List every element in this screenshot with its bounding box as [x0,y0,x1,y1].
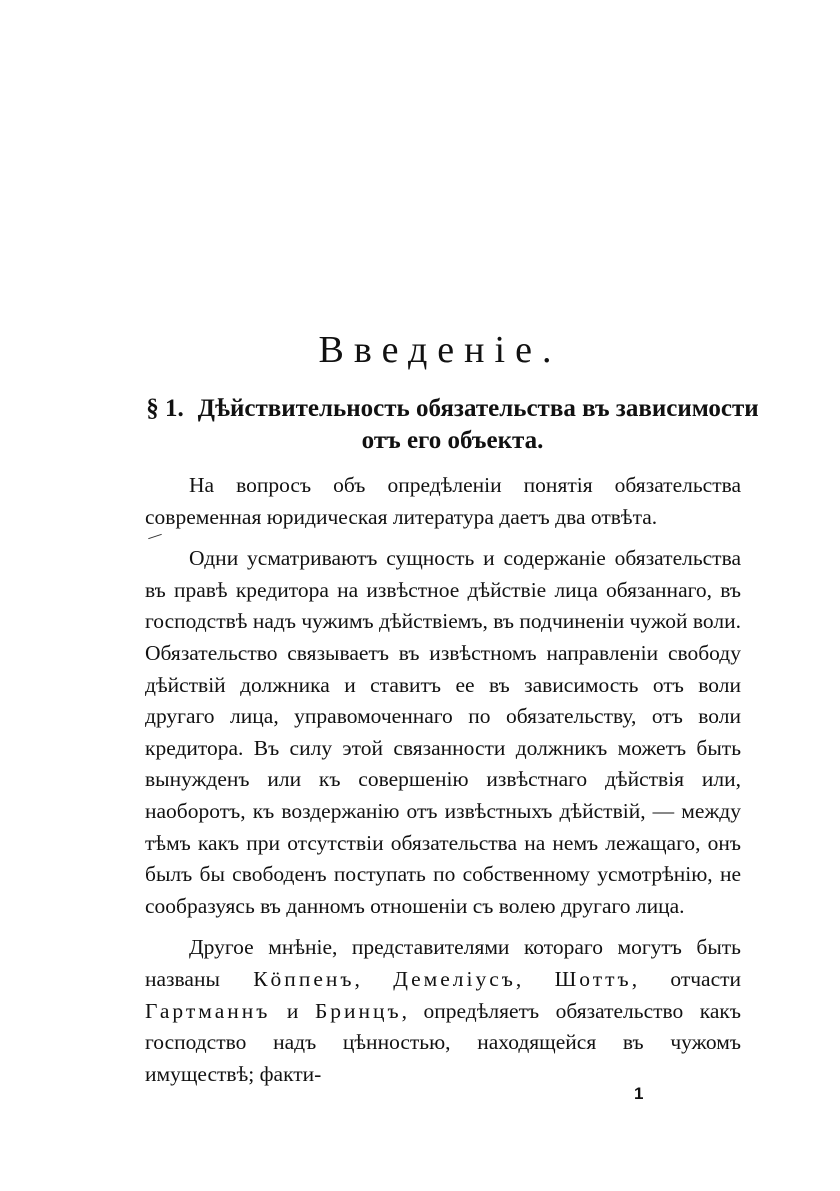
section-number: § 1. [146,395,184,422]
paragraph-3-rest: , опредѣляетъ обязательство какъ господство надъ цѣнностью, находящейся въ чужомъ имуществѣ; факти- [145,998,741,1086]
page-number: 1 [634,1084,644,1103]
author-name-demelius: Демелiусъ [393,966,516,991]
paragraph-3 [145,932,741,1090]
separator: , отчасти [631,966,742,991]
separator: , [515,966,555,991]
paragraph-3-intro: Другое мнѣнiе, представителями котораго могутъ быть названы [145,935,741,991]
author-name-koppen: Кöппенъ [253,966,355,991]
separator: и [270,998,315,1023]
paragraph-1: На вопросъ объ опредѣленiи понятiя обязательства современная юридическая литература даетъ два отвѣта. [145,473,741,529]
body-text [145,470,741,1100]
author-name-hartmann: Гартманнъ [145,998,271,1023]
chapter-title: Введенiе. [318,329,562,371]
author-name-schott: Шоттъ [554,966,632,991]
section-heading [140,393,765,457]
author-name-brinz: Бринцъ [314,998,402,1023]
section-title: Дѣйствительность обязательства въ зависимости отъ его объекта. [197,395,759,454]
separator: , [354,966,394,991]
paragraph-2: Одни усматриваютъ сущность и содержанiе обязательства въ правѣ кредитора на извѣстное дѣйствiе лица обязаннаго, въ господствѣ надъ чужимъ дѣйствiемъ, въ подчиненiи чужой воли. Обязательство связываетъ въ извѣстномъ направленiи свободу дѣйствiй должника и ставитъ ее въ зависимость отъ воли другаго лица, управомоченнаго по обязательству, отъ воли кредитора. Въ силу этой связанности должникъ можетъ быть вынужденъ или къ совершенiю извѣстнаго дѣйствiя или, наоборотъ, къ воздержанiю отъ извѣстныхъ дѣйствiй, — между тѣмъ какъ при отсутствiи обязательства на немъ лежащаго, онъ былъ бы свободенъ поступать по собственному усмотрѣнiю, не сообразуясь въ данномъ отношенiи съ волею другаго лица. [145,546,741,918]
